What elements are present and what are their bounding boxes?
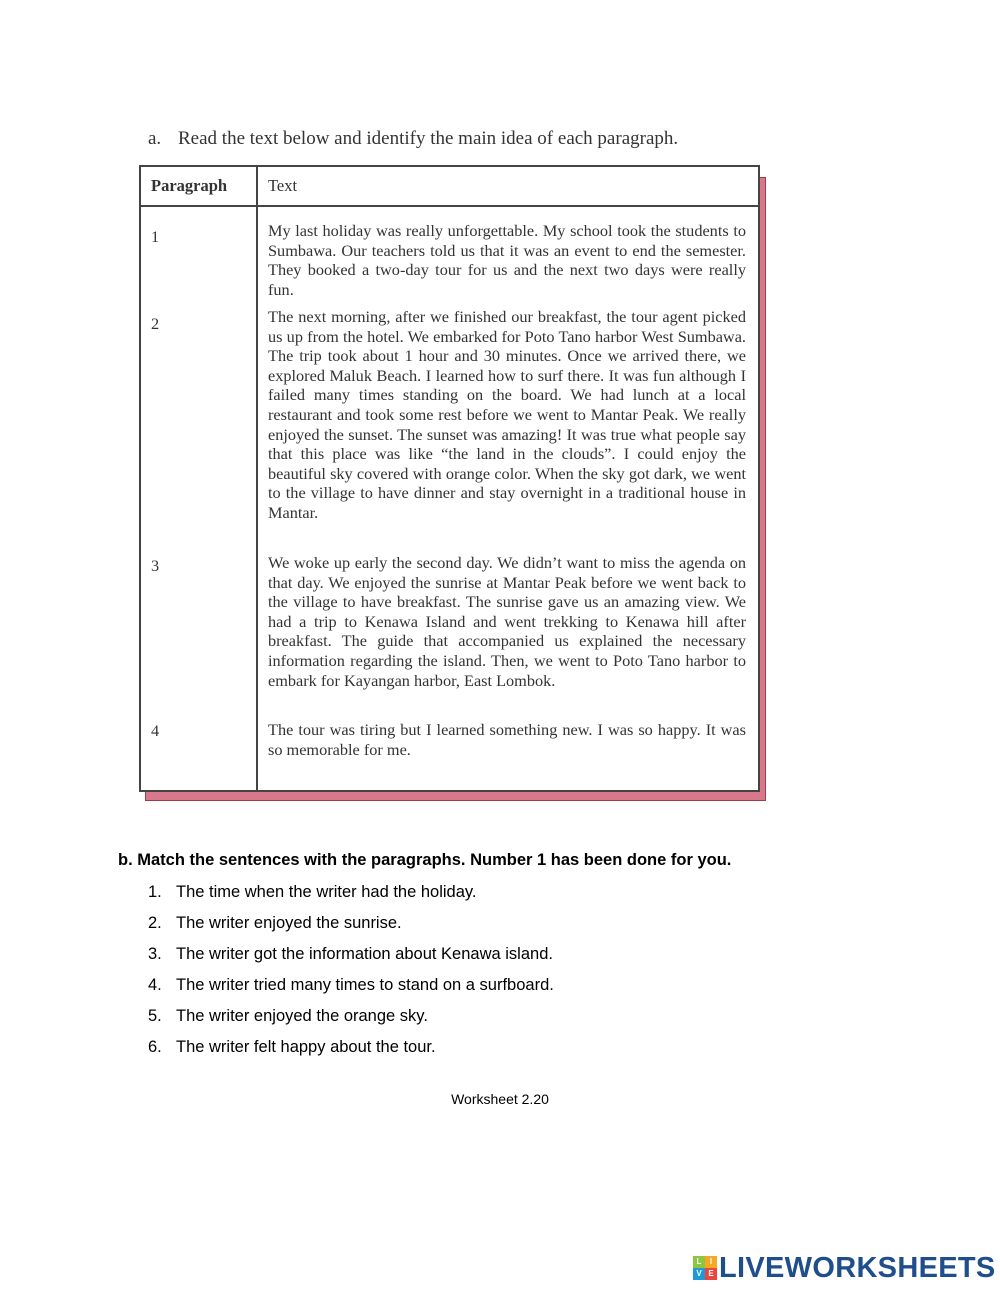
item-number: 3. (148, 945, 162, 963)
paragraph-text: We woke up early the second day. We didn’t want to miss the agenda on that day. We enjoyed the sunrise at Mantar Peak before we went back to the village to have breakfast. The sunrise gave us an amazing view. We had a trip to Kenawa Island and went trekking to Kenawa hill after breakfast. The guide that accompanied us explained the necessary information regarding the island. Then, we went to Poto Tano harbor to embark for Kayangan harbor, East Lombok. (268, 553, 746, 690)
table-row (140, 206, 759, 300)
brand-text-live: LIVE (719, 1251, 785, 1284)
item-text: The writer enjoyed the sunrise. (176, 914, 402, 932)
logo-tile: V (693, 1268, 705, 1280)
paragraph-number: 4 (140, 713, 257, 791)
liveworksheets-brand[interactable] (693, 1253, 996, 1283)
item-number: 2. (148, 914, 162, 932)
paragraph-number: 3 (140, 546, 257, 713)
table-row (140, 713, 759, 791)
item-text: The time when the writer had the holiday. (176, 883, 477, 901)
paragraph-text: The next morning, after we finished our breakfast, the tour agent picked us up from the hotel. We embarked for Poto Tano harbor West Sumbawa. The trip took about 1 hour and 30 minutes. Once we arrived there, we explored Maluk Beach. I learned how to surf there. It was fun although I failed many times standing on the board. We had lunch at a local restaurant and took some rest before we went to Mantar Peak. We really enjoyed the sunset. The sunset was amazing! It was true what people say that this place was like “the land in the clouds”. I could enjoy the beautiful sky covered with orange color. When the sky got dark, we went to the village to have dinner and stay overnight in a traditional house in Mantar. (268, 307, 746, 522)
item-number: 6. (148, 1038, 162, 1056)
logo-tile: I (705, 1256, 717, 1268)
paragraph-number: 2 (140, 300, 257, 546)
section-a-instruction-text: Read the text below and identify the main idea of each paragraph. (178, 128, 679, 149)
worksheet-label: Worksheet 2.20 (451, 1091, 549, 1107)
item-text: The writer enjoyed the orange sky. (176, 1007, 428, 1025)
list-item (148, 913, 731, 944)
item-number: 5. (148, 1007, 162, 1025)
list-item (148, 882, 731, 913)
paragraph-text: The tour was tiring but I learned something new. I was so happy. It was so memorable for me. (268, 720, 746, 759)
reading-table-container (139, 165, 760, 792)
item-text: The writer tried many times to stand on a surfboard. (176, 976, 554, 994)
list-item (148, 1006, 731, 1037)
list-item (148, 975, 731, 1006)
brand-text-worksheets: WORKSHEETS (784, 1251, 996, 1284)
table-row (140, 546, 759, 713)
item-number: 1. (148, 883, 162, 901)
section-a-instruction (148, 128, 678, 150)
section-b (118, 851, 731, 1068)
section-b-title: b. Match the sentences with the paragraphs. Number 1 has been done for you. (118, 851, 732, 869)
logo-tile: L (693, 1256, 705, 1268)
table-header-row (140, 166, 759, 206)
logo-tile: E (705, 1268, 717, 1280)
reading-table (139, 165, 760, 792)
list-item (148, 944, 731, 975)
brand-text (719, 1252, 996, 1285)
header-paragraph: Paragraph (140, 166, 257, 206)
header-text: Text (257, 166, 759, 206)
match-list (118, 882, 731, 1068)
item-text: The writer got the information about Kenawa island. (176, 945, 553, 963)
paragraph-number: 1 (140, 206, 257, 300)
paragraph-text: My last holiday was really unforgettable. My school took the students to Sumbawa. Our teachers told us that it was an event to end the semester. They booked a two-day tour for us and the next two days were really fun. (268, 221, 746, 299)
liveworksheets-logo-icon (693, 1256, 717, 1280)
list-item (148, 1037, 731, 1068)
section-a-marker: a. (148, 128, 162, 149)
item-number: 4. (148, 976, 162, 994)
item-text: The writer felt happy about the tour. (176, 1038, 436, 1056)
table-row (140, 300, 759, 546)
